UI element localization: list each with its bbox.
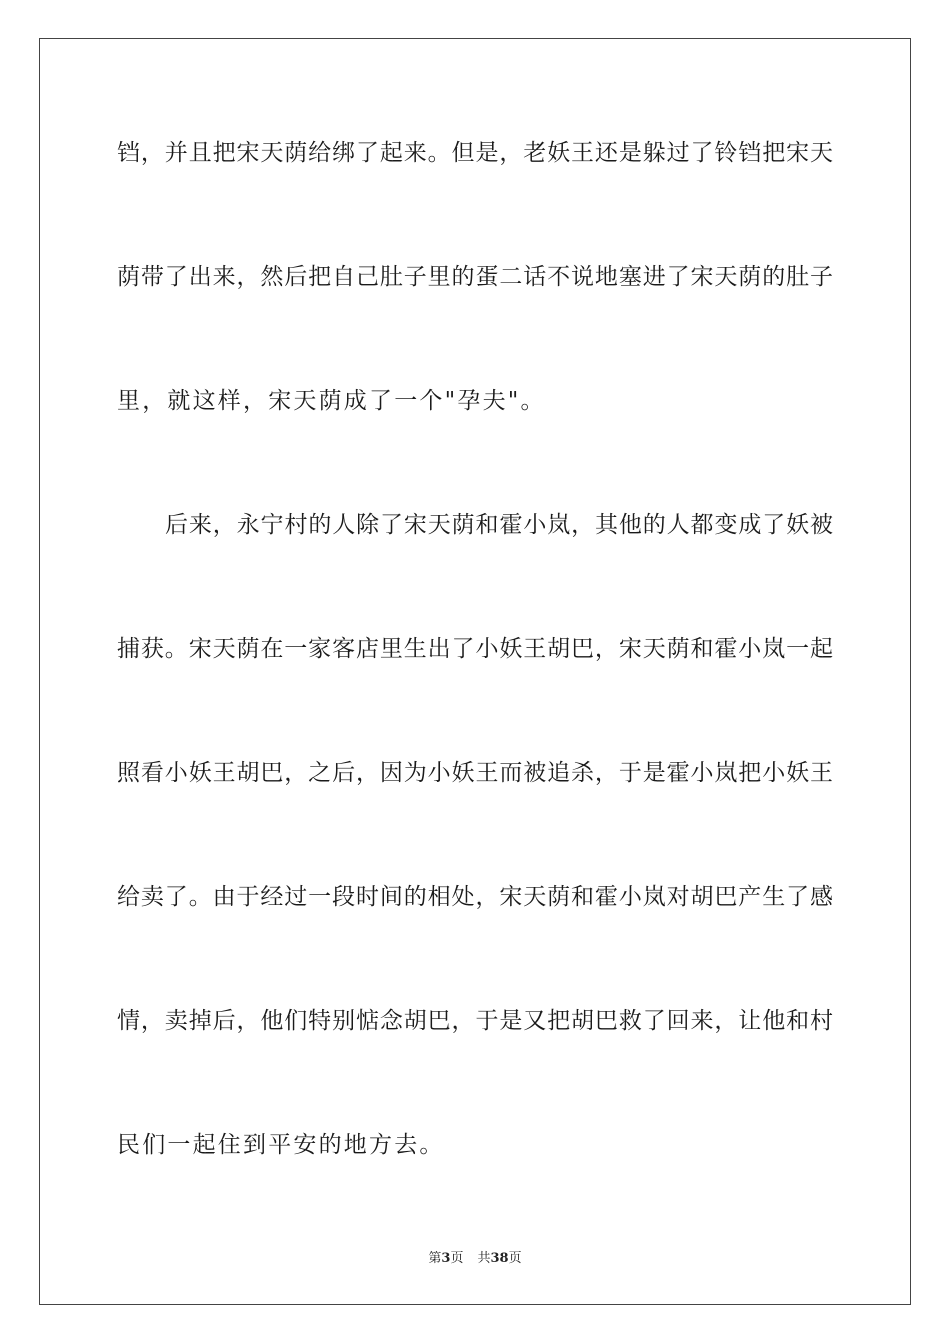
page-footer xyxy=(0,1247,950,1266)
text-line-8: 情，卖掉后，他们特别惦念胡巴，于是又把胡巴救了回来，让他和村 xyxy=(117,1008,833,1034)
text-line-1: 铛，并且把宋天荫给绑了起来。但是，老妖王还是躲过了铃铛把宋天 xyxy=(117,140,833,166)
text-line-3: 里，就这样，宋天荫成了一个"孕夫"。 xyxy=(117,388,546,414)
text-line-5: 捕获。宋天荫在一家客店里生出了小妖王胡巴，宋天荫和霍小岚一起 xyxy=(117,636,833,662)
page-suffix: 页 xyxy=(450,1251,464,1266)
text-line-6: 照看小妖王胡巴，之后，因为小妖王而被追杀，于是霍小岚把小妖王 xyxy=(117,760,833,786)
total-prefix: 共 xyxy=(477,1251,491,1266)
page-number: 3 xyxy=(441,1251,451,1266)
page-border xyxy=(39,38,911,1305)
text-line-9: 民们一起住到平安的地方去。 xyxy=(117,1132,445,1158)
total-suffix: 页 xyxy=(508,1251,522,1266)
text-line-4: 后来，永宁村的人除了宋天荫和霍小岚，其他的人都变成了妖被 xyxy=(165,512,833,538)
page-prefix: 第 xyxy=(428,1251,442,1266)
text-line-2: 荫带了出来，然后把自己肚子里的蛋二话不说地塞进了宋天荫的肚子 xyxy=(117,264,833,290)
text-line-7: 给卖了。由于经过一段时间的相处，宋天荫和霍小岚对胡巴产生了感 xyxy=(117,884,833,910)
total-pages: 38 xyxy=(490,1251,509,1266)
